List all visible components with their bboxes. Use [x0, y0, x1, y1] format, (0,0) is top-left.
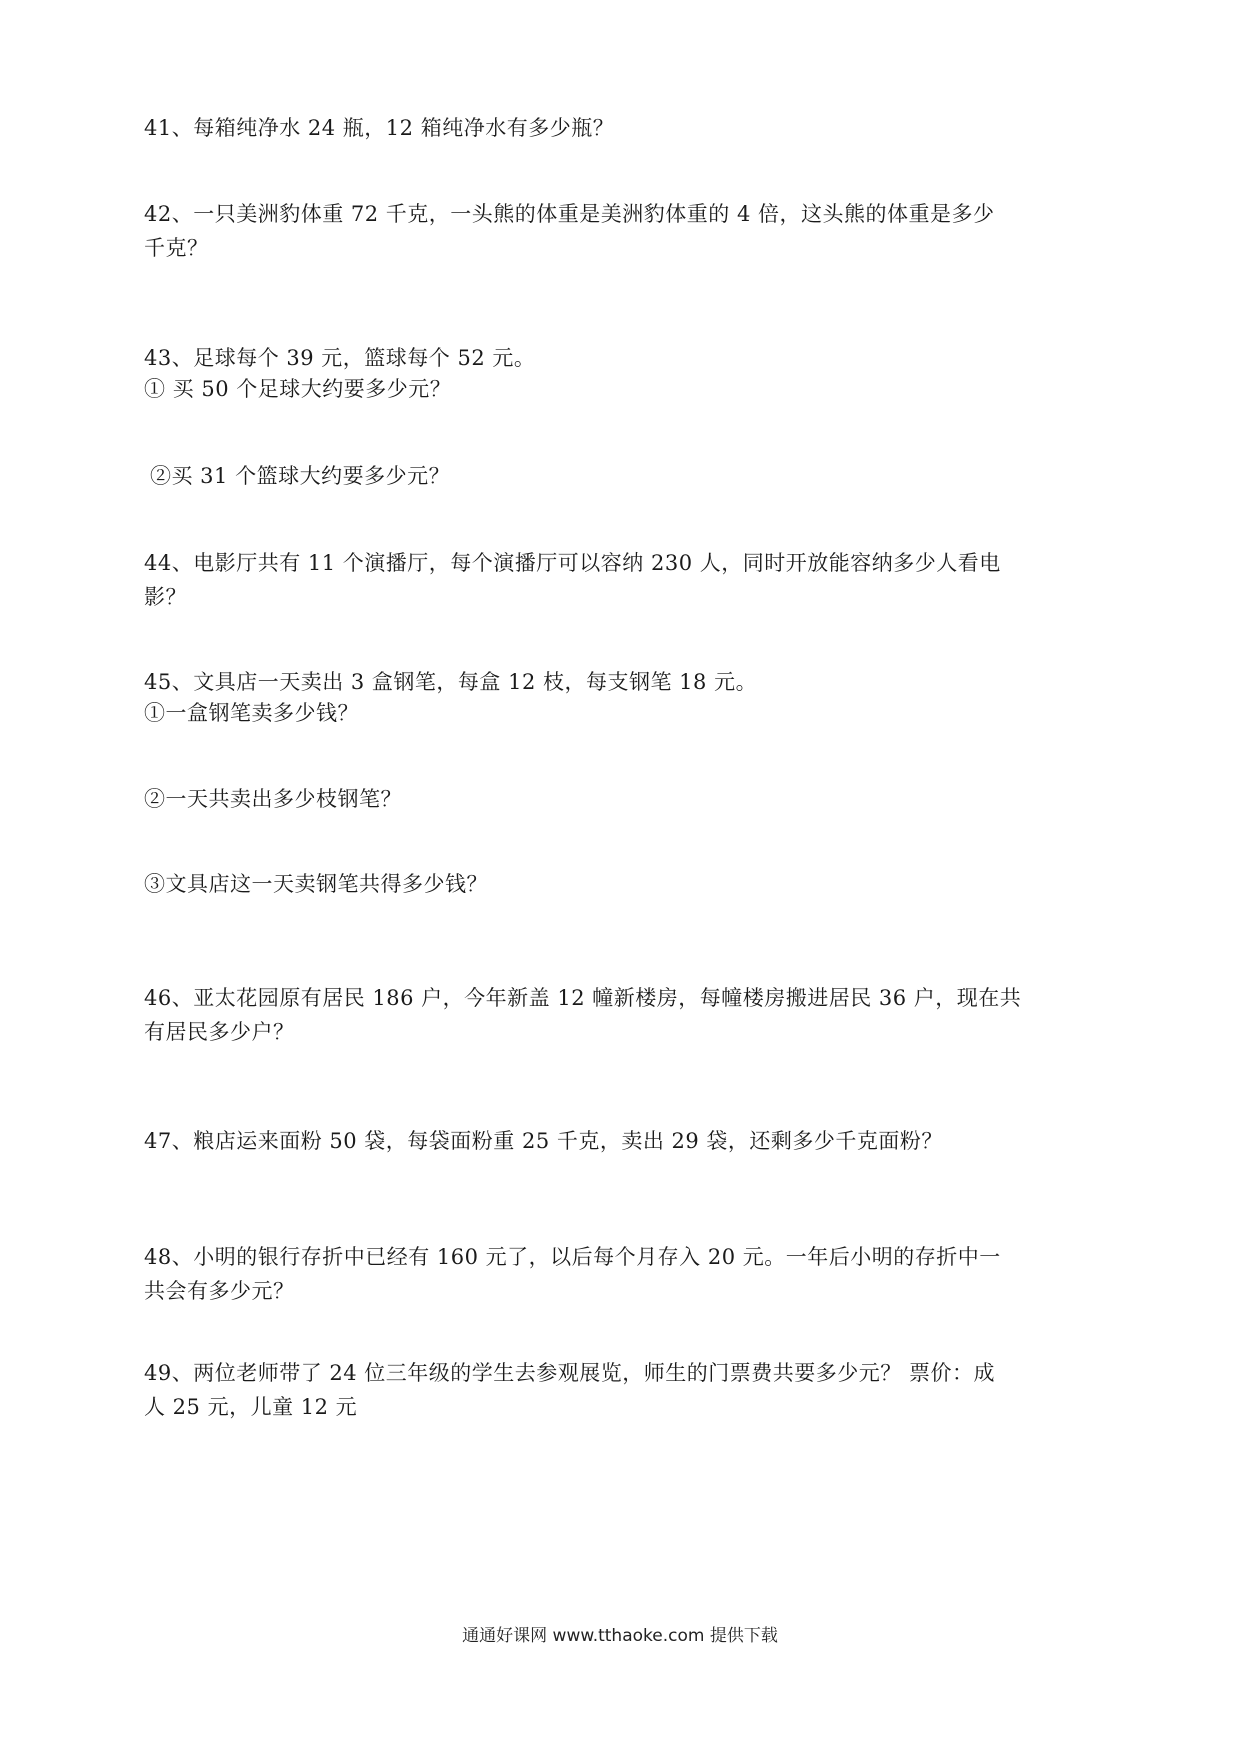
question-48: 48、小明的银行存折中已经有 160 元了，以后每个月存入 20 元。一年后小明的存折中一 — [144, 1245, 1001, 1269]
question-42-cont: 千克？ — [144, 236, 209, 260]
footer-source-link[interactable]: 通通好课网 www.tthaoke.com 提供下载 — [462, 1626, 778, 1646]
question-42: 42、一只美洲豹体重 72 千克，一头熊的体重是美洲豹体重的 4 倍，这头熊的体重是多少 — [144, 202, 995, 226]
question-46-cont: 有居民多少户？ — [144, 1020, 295, 1044]
question-49-cont: 人 25 元，儿童 12 元 — [144, 1395, 358, 1419]
question-49: 49、两位老师带了 24 位三年级的学生去参观展览，师生的门票费共要多少元？ 票价：成 — [144, 1361, 995, 1385]
question-41: 41、每箱纯净水 24 瓶，12 箱纯净水有多少瓶？ — [144, 116, 615, 140]
question-45: 45、文具店一天卖出 3 盒钢笔，每盒 12 枝，每支钢笔 18 元。 — [144, 670, 758, 694]
question-45-sub-1: ①一盒钢笔卖多少钱？ — [144, 701, 359, 725]
question-44-cont: 影？ — [144, 585, 187, 609]
question-47: 47、粮店运来面粉 50 袋，每袋面粉重 25 千克，卖出 29 袋，还剩多少千克面粉？ — [144, 1129, 943, 1153]
question-46: 46、亚太花园原有居民 186 户，今年新盖 12 幢新楼房，每幢楼房搬进居民 36 户，现在共 — [144, 986, 1022, 1010]
question-44: 44、电影厅共有 11 个演播厅，每个演播厅可以容纳 230 人，同时开放能容纳多少人看电 — [144, 551, 1001, 575]
question-45-sub-2: ②一天共卖出多少枝钢笔？ — [144, 787, 402, 811]
question-43: 43、足球每个 39 元，篮球每个 52 元。 — [144, 346, 536, 370]
question-43-sub-1: ① 买 50 个足球大约要多少元？ — [144, 377, 452, 401]
question-45-sub-3: ③文具店这一天卖钢笔共得多少钱？ — [144, 872, 488, 896]
question-43-sub-2: ②买 31 个篮球大约要多少元？ — [150, 464, 451, 488]
question-48-cont: 共会有多少元？ — [144, 1279, 295, 1303]
